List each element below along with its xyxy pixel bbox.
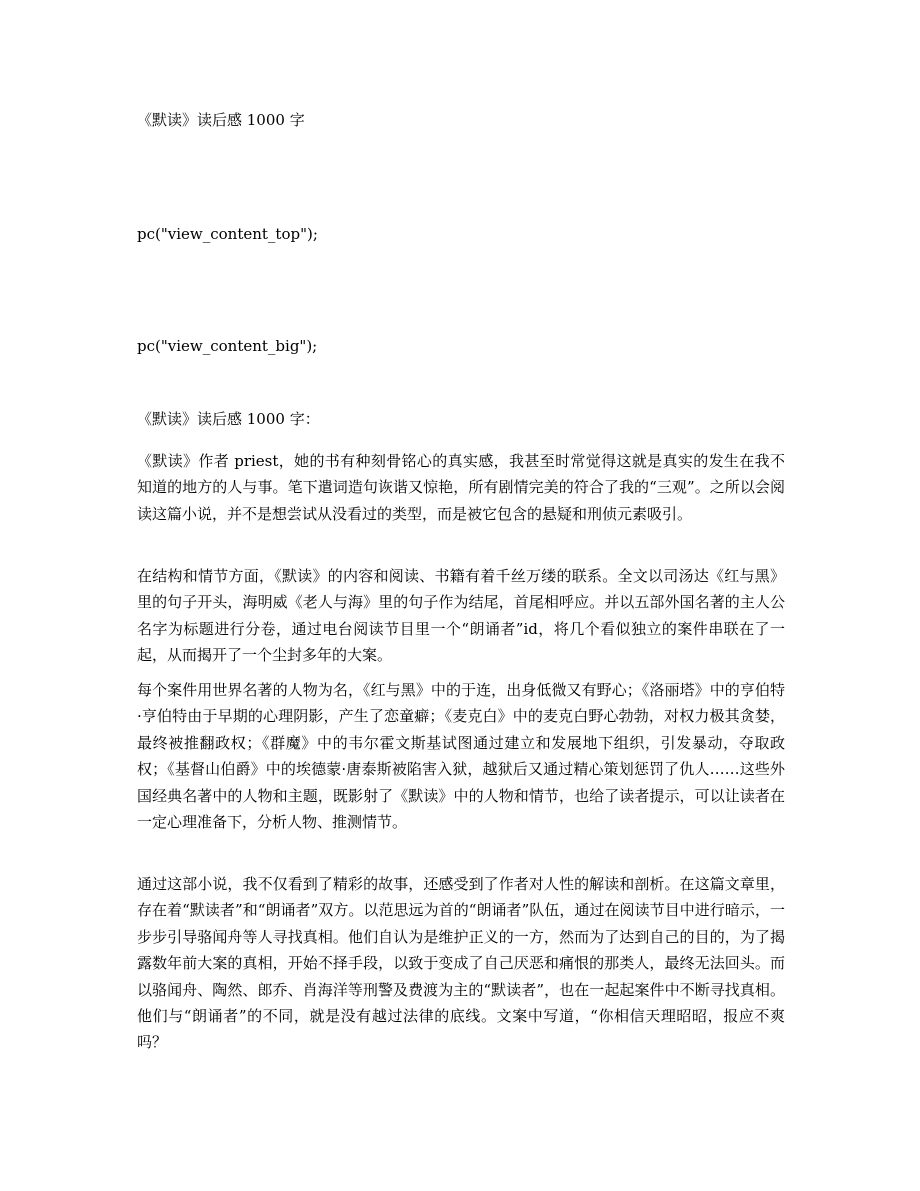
document-subtitle: 《默读》读后感 1000 字： — [137, 410, 320, 428]
document-title: 《默读》读后感 1000 字 — [137, 111, 305, 129]
paragraph-3: 每个案件用世界名著的人物为名，《红与黑》中的于连，出身低微又有野心；《洛丽塔》中的亨伯特·亨伯特由于早期的心理阴影，产生了恋童癖；《麦克白》中的麦克白野心勃勃，对权力极其贪婪，最终被推翻政权；《群魔》中的韦尔霍文斯基试图通过建立和发展地下组织，引发暴动，夺取政权；《基督山伯爵》中的埃德蒙·唐泰斯被陷害入狱，越狱后又通过精心策划惩罚了仇人……这些外国经典名著中的人物和主题，既影射了《默读》中的人物和情节，也给了读者提示，可以让读者在一定心理准备下，分析人物、推测情节。 — [137, 681, 785, 832]
paragraph-1: 《默读》作者 priest，她的书有种刻骨铭心的真实感，我甚至时常觉得这就是真实的发生在我不知道的地方的人与事。笔下遣词造句诙谐又惊艳，所有剧情完美的符合了我的“三观”。之所以会阅读这篇小说，并不是想尝试从没看过的类型，而是被它包含的悬疑和刑侦元素吸引。 — [137, 452, 785, 523]
paragraph-4: 通过这部小说，我不仅看到了精彩的故事，还感受到了作者对人性的解读和剖析。在这篇文章里，存在着“默读者”和“朗诵者”双方。以范思远为首的“朗诵者”队伍，通过在阅读节目中进行暗示，一步步引导骆闻舟等人寻找真相。他们自认为是维护正义的一方，然而为了达到自己的目的，为了揭露数年前大案的真相，开始不择手段，以致于变成了自己厌恶和痛恨的那类人，最终无法回头。而以骆闻舟、陶然、郎乔、肖海洋等刑警及费渡为主的“默读者”，也在一起起案件中不断寻找真相。他们与“朗诵者”的不同，就是没有越过法律的底线。文案中写道，“你相信天理昭昭，报应不爽吗？ — [137, 875, 785, 1052]
code-line-big: pc("view_content_big"); — [137, 337, 318, 355]
paragraph-2: 在结构和情节方面，《默读》的内容和阅读、书籍有着千丝万缕的联系。全文以司汤达《红与黑》里的句子开头，海明威《老人与海》里的句子作为结尾，首尾相呼应。并以五部外国名著的主人公名字为标题进行分卷，通过电台阅读节目里一个“朗诵者”id，将几个看似独立的案件串联在了一起，从而揭开了一个尘封多年的大案。 — [137, 567, 785, 665]
code-line-top: pc("view_content_top"); — [137, 225, 318, 243]
